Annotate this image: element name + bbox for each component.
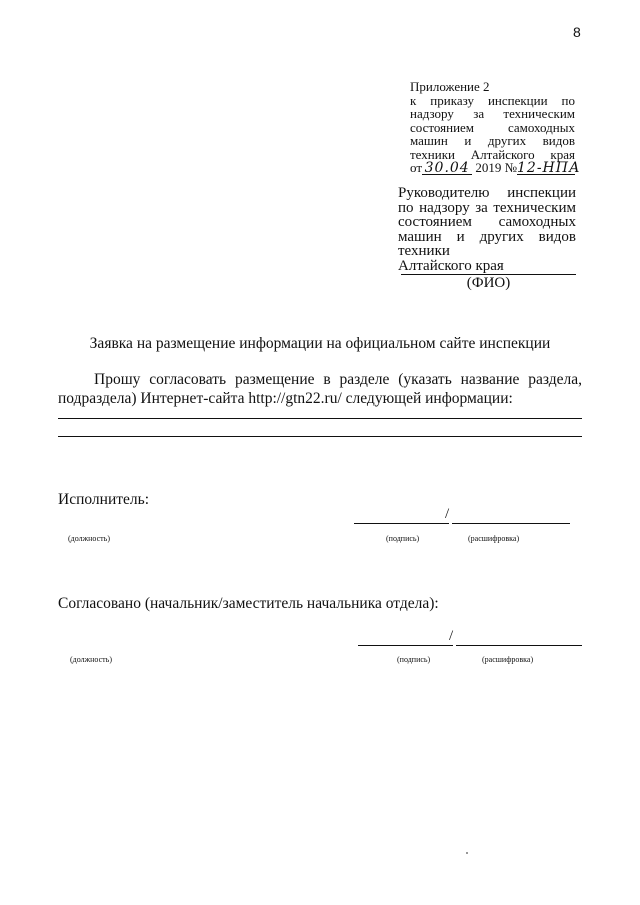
addressee-last-line: Алтайского края [398, 257, 504, 274]
approval-decoding-line [456, 645, 582, 646]
info-blank-line-2 [58, 436, 582, 437]
executor-signature-line [354, 523, 449, 524]
year-number-label: 2019 № [475, 160, 517, 175]
addressee-text: Руководителю инспекции по надзору за техническим состоянием самоходных машин и других видов техники [398, 185, 576, 259]
handwritten-order-number: 12-НПА [517, 159, 581, 176]
executor-label: Исполнитель: [58, 491, 150, 508]
appendix-body: к приказу инспекции по надзору за техническим состоянием самоходных машин и других видов техники Алтайского края [410, 92, 575, 162]
approval-position-label: (должность) [70, 655, 112, 664]
approval-decoding-label: (расшифровка) [482, 655, 534, 664]
scan-speck [466, 852, 468, 854]
executor-signature-label: (подпись) [386, 534, 420, 543]
document-title: Заявка на размещение информации на официальном сайте инспекции [89, 335, 551, 352]
request-text: Прошу согласовать размещение в разделе (указать название раздела, подраздела) Интернет-сайта http://gtn22.ru/ следующей информации: [58, 371, 582, 407]
executor-position-label: (должность) [68, 534, 110, 543]
addressee-block [398, 186, 576, 273]
fio-label: (ФИО) [466, 275, 511, 291]
executor-slash: / [445, 506, 450, 522]
executor-decoding-label: (расшифровка) [468, 534, 520, 543]
approval-slash: / [449, 628, 454, 644]
appendix-date-line [410, 159, 581, 176]
date-prefix: от [410, 160, 423, 175]
appendix-block [410, 79, 581, 176]
approval-signature-label: (подпись) [397, 655, 431, 664]
handwritten-date: 30.04 [422, 162, 472, 175]
page-number: 8 [573, 24, 581, 40]
approval-label: Согласовано (начальник/заместитель начальника отдела): [58, 595, 439, 612]
appendix-title: Приложение 2 [410, 79, 490, 94]
approval-signature-line [358, 645, 453, 646]
executor-decoding-line [452, 523, 570, 524]
info-blank-line-1 [58, 418, 582, 419]
